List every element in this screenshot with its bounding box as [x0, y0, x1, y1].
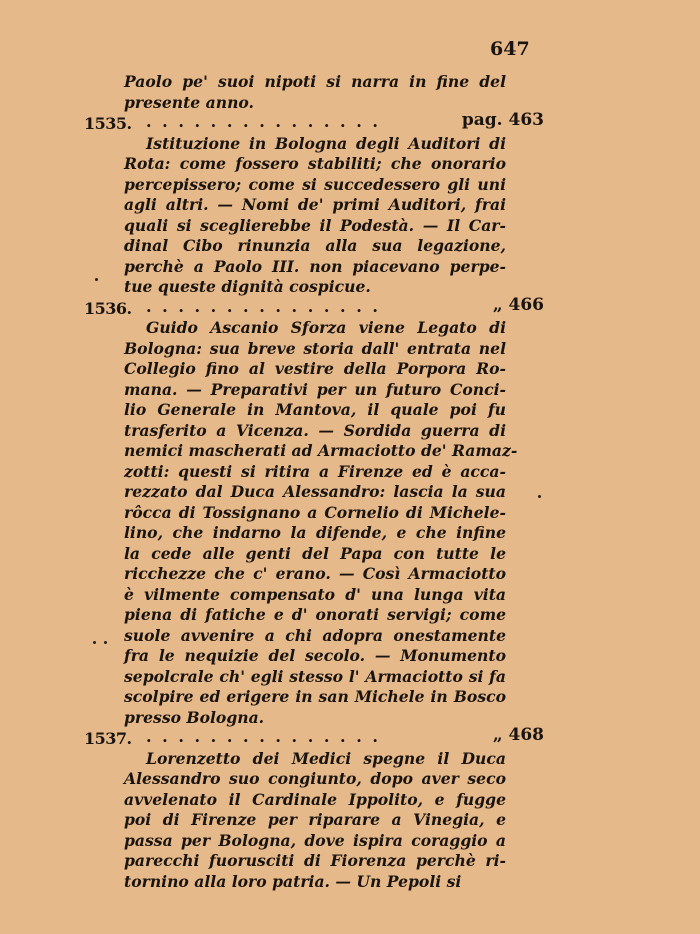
entry-line: passa per Bologna, dove ispira coraggio a [124, 830, 506, 850]
leader-dots: ............... [146, 112, 389, 131]
page-reference: pag. 463 [461, 110, 544, 130]
ink-speck [104, 641, 107, 644]
page-reference: „ 468 [492, 725, 544, 745]
entry-line: Alessandro suo congiunto, dopo aver seco [124, 769, 506, 788]
intro-line: Paolo pe' suoi nipoti si narra in fine del [124, 72, 506, 91]
entry-line: è vilmente compensato d' una lunga vita [124, 584, 506, 604]
entry-line: sepolcrale ch' egli stesso l' Armaciotto si fa [124, 666, 506, 686]
entry-line: avvelenato il Cardinale Ippolito, e fugge [124, 789, 506, 809]
entry-line: perchè a Paolo III. non piacevano perpe- [124, 256, 506, 276]
entry-line: fra le nequizie del secolo. — Monumento [124, 646, 506, 665]
ink-speck [95, 278, 98, 281]
entry-line: percepissero; come si succedessero gli uni [124, 174, 506, 194]
entry-line: mana. — Preparativi per un futuro Conci- [124, 379, 506, 399]
entry-line: Istituzione in Bologna degli Auditori di [146, 133, 506, 153]
entry-line: Rota: come fossero stabiliti; che onorario [124, 154, 506, 173]
entry-line: lio Generale in Mantova, il quale poi fu [124, 400, 506, 419]
entry-line: quali si sceglierebbe il Podestà. — Il Car- [124, 215, 506, 235]
year-label: 1536. [84, 298, 132, 318]
entry-line: ricchezze che c' erano. — Così Armaciotto [124, 564, 506, 583]
entry-line: Guido Ascanio Sforza viene Legato di [146, 318, 506, 337]
entry-line: rezzato dal Duca Alessandro: lascia la sua [124, 482, 506, 501]
entry-line: la cede alle genti del Papa con tutte le [124, 543, 506, 563]
entry-line: presso Bologna. [124, 707, 265, 727]
ink-speck [538, 495, 541, 498]
leader-dots: ............... [146, 727, 389, 746]
entry-line: nemici mascherati ad Armaciotto de' Ramaz- [124, 441, 518, 460]
leader-dots: ............... [146, 296, 389, 316]
entry-line: lino, che indarno la difende, e che infine [124, 523, 506, 542]
entry-line: poi di Firenze per riparare a Vinegia, e [124, 810, 506, 829]
ink-speck [93, 641, 96, 644]
entry-line: zotti: questi si ritira a Firenze ed è acca- [124, 461, 506, 481]
entry-line: piena di fatiche e d' onorati servigi; come [124, 605, 506, 624]
entry-line: rôcca di Tossignano a Cornelio di Michele- [124, 502, 506, 522]
entry-line: suole avvenire a chi adopra onestamente [124, 625, 506, 645]
page-reference: „ 466 [492, 294, 544, 315]
entry-line: trasferito a Vicenza. — Sordida guerra di [124, 420, 506, 440]
entry-line: Collegio fino al vestire della Porpora Ro- [124, 359, 506, 378]
entry-line: dinal Cibo rinunzia alla sua legazione, [124, 236, 506, 255]
year-label: 1537. [84, 729, 132, 748]
entry-line: tornino alla loro patria. — Un Pepoli si [124, 871, 462, 891]
page-number: 647 [490, 38, 530, 60]
entry-line: Bologna: sua breve storia dall' entrata nel [124, 338, 506, 358]
entry-line: scolpire ed erigere in san Michele in Bosco [124, 687, 506, 706]
entry-line: agli altri. — Nomi de' primi Auditori, frai [124, 195, 506, 214]
intro-line: presente anno. [124, 92, 254, 112]
entry-line: Lorenzetto dei Medici spegne il Duca [146, 748, 506, 768]
entry-line: tue queste dignità cospicue. [124, 277, 371, 296]
year-label: 1535. [84, 114, 132, 133]
entry-line: parecchi fuorusciti di Fiorenza perchè ri- [124, 851, 506, 870]
